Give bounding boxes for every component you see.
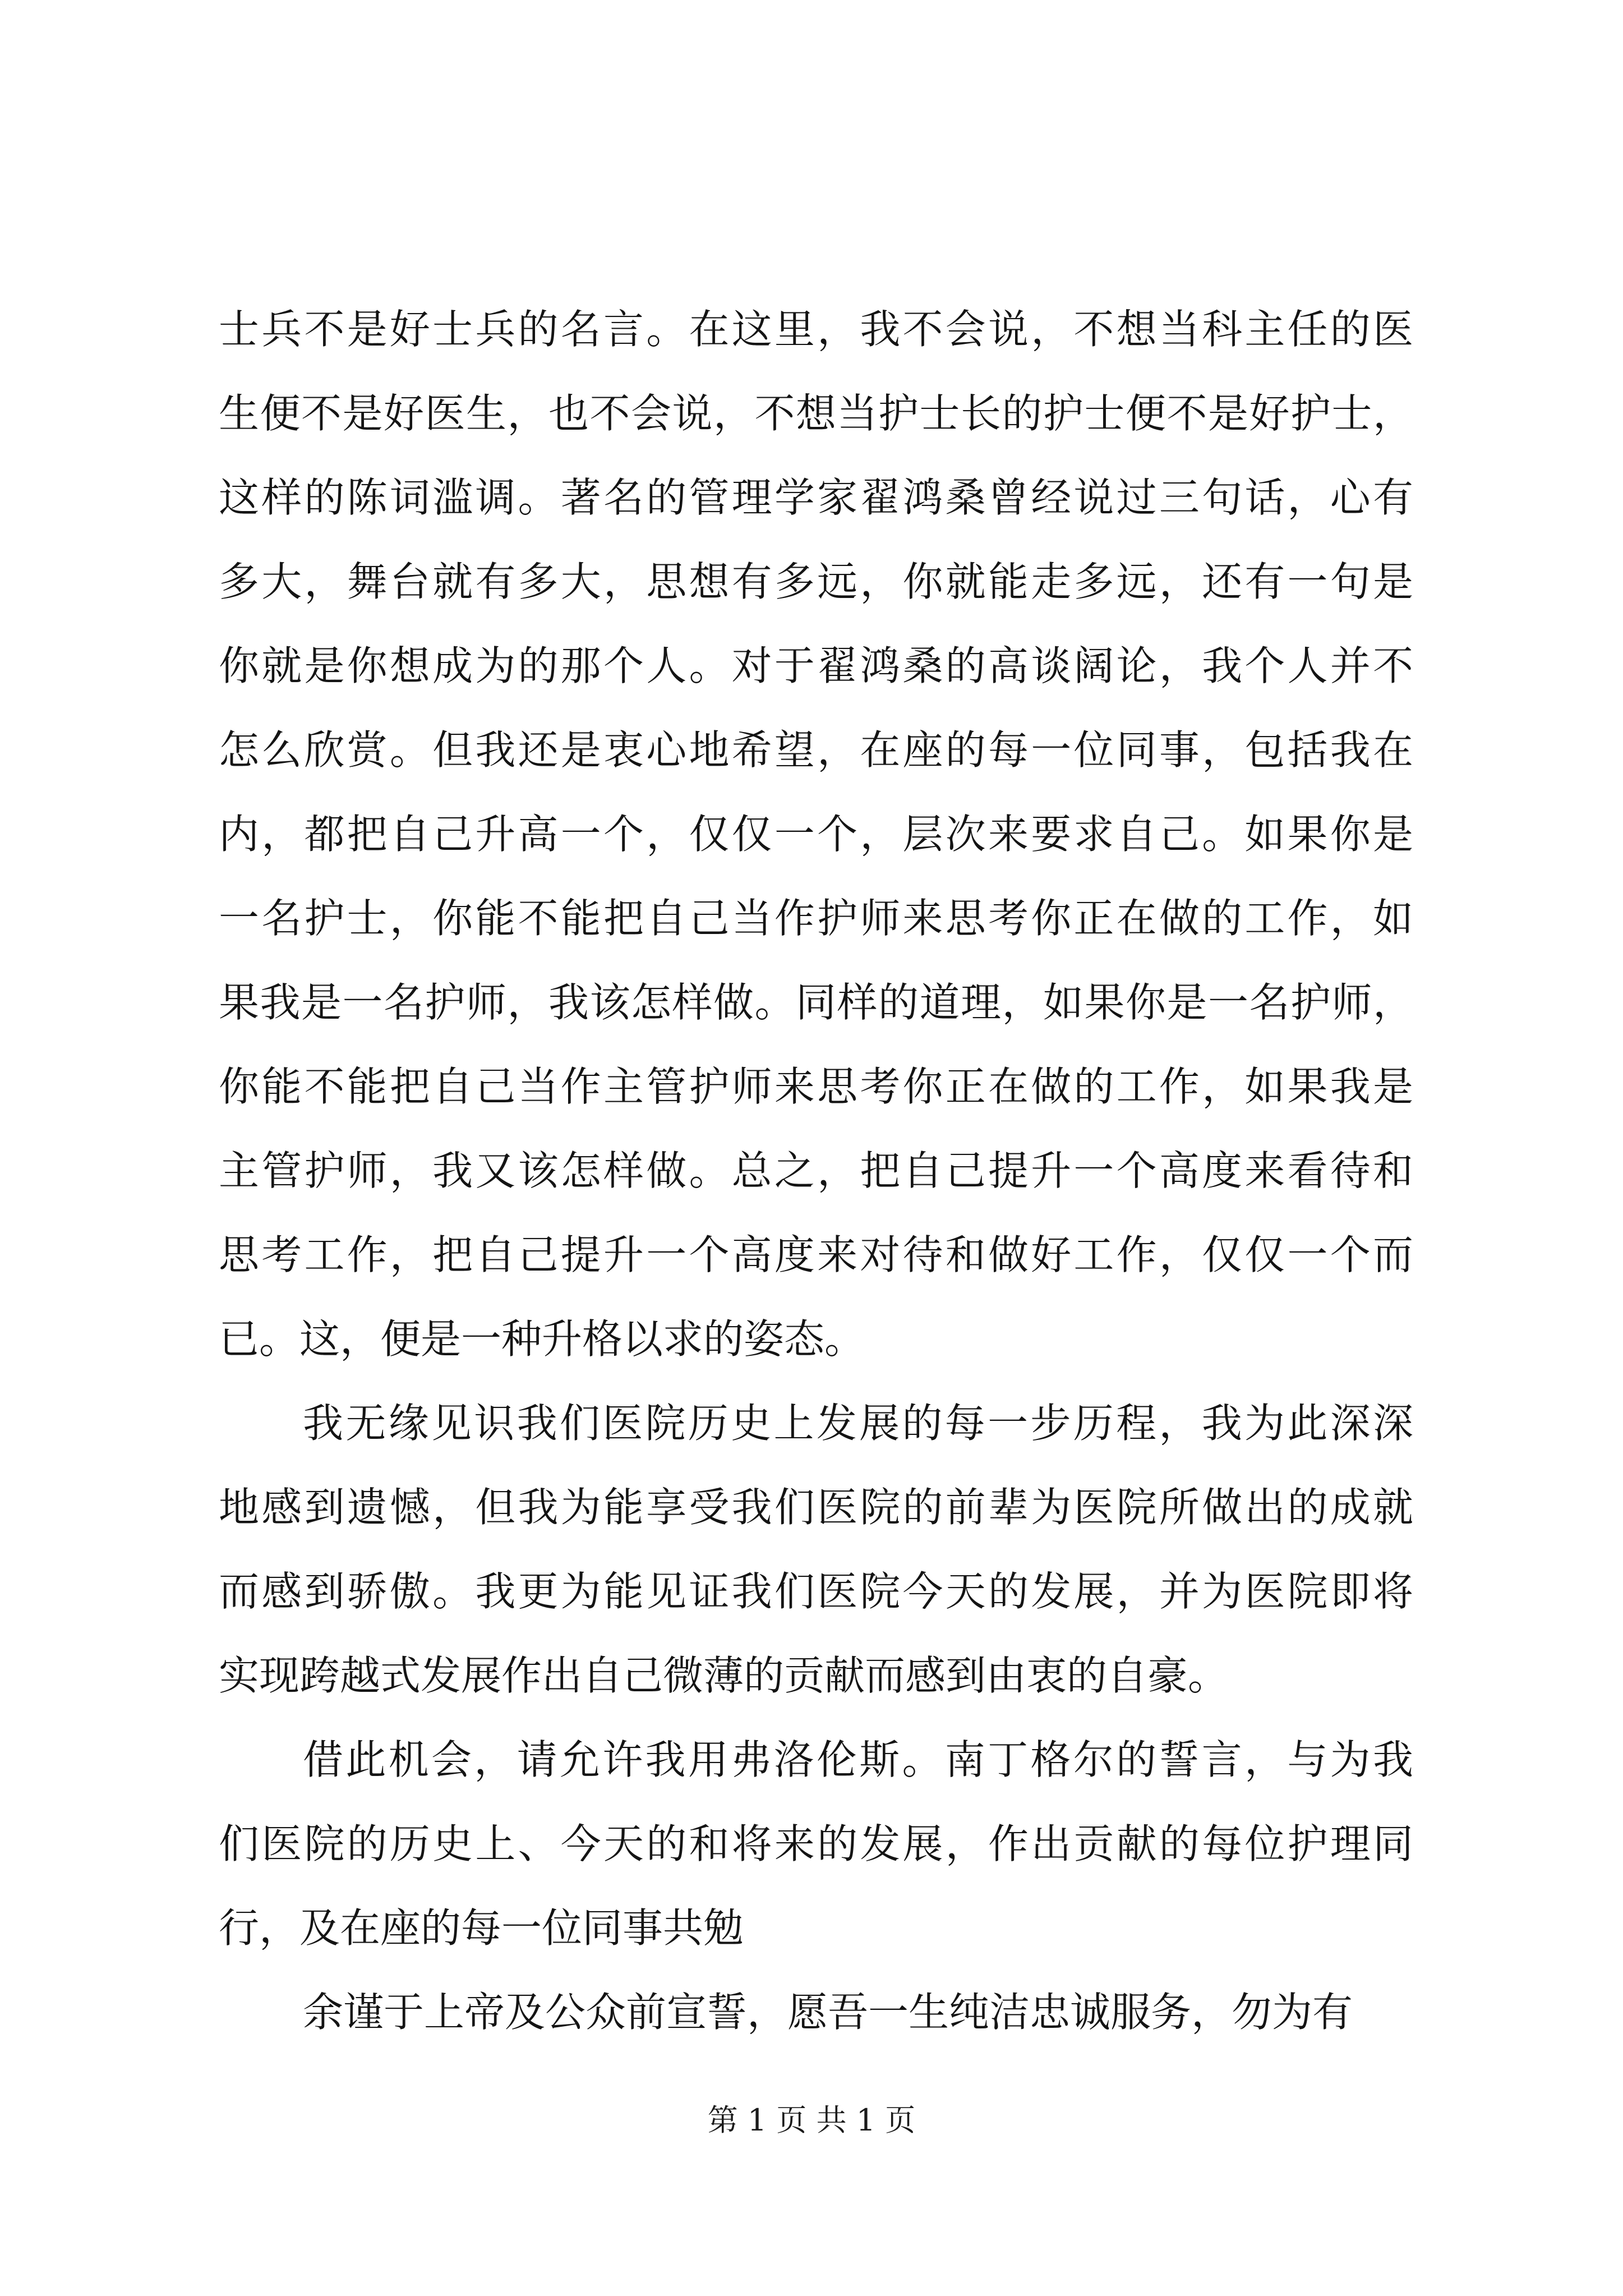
text-line: 内，都把自己升高一个，仅仅一个，层次来要求自己。如果你是 <box>219 811 1413 858</box>
text-line: 我无缘见识我们医院历史上发展的每一步历程，我为此深深 <box>303 1400 1413 1447</box>
text-line: 生便不是好医生，也不会说，不想当护士长的护士便不是好护士， <box>219 390 1413 437</box>
text-line: 实现跨越式发展作出自己微薄的贡献而感到由衷的自豪。 <box>219 1652 1229 1699</box>
text-line: 士兵不是好士兵的名言。在这里，我不会说，不想当科主任的医 <box>219 306 1413 353</box>
text-line: 余谨于上帝及公众前宣誓，愿吾一生纯洁忠诚服务，勿为有 <box>303 1989 1353 2036</box>
text-line: 你就是你想成为的那个人。对于翟鸿桑的高谈阔论，我个人并不 <box>219 642 1413 689</box>
text-line: 行，及在座的每一位同事共勉 <box>219 1904 744 1952</box>
text-line: 果我是一名护师，我该怎样做。同样的道理，如果你是一名护师， <box>219 979 1413 1026</box>
text-line: 借此机会，请允许我用弗洛伦斯。南丁格尔的誓言，与为我 <box>303 1736 1413 1783</box>
text-line: 已。这，便是一种升格以求的姿态。 <box>219 1315 865 1363</box>
text-line: 主管护师，我又该怎样做。总之，把自己提升一个高度来看待和 <box>219 1147 1413 1194</box>
text-line: 思考工作，把自己提升一个高度来对待和做好工作，仅仅一个而 <box>219 1231 1413 1278</box>
text-line: 一名护士，你能不能把自己当作护师来思考你正在做的工作，如 <box>219 895 1413 942</box>
text-line: 们医院的历史上、今天的和将来的发展，作出贡献的每位护理同 <box>219 1820 1413 1867</box>
text-line: 而感到骄傲。我更为能见证我们医院今天的发展，并为医院即将 <box>219 1568 1413 1615</box>
text-line: 怎么欣赏。但我还是衷心地希望，在座的每一位同事，包括我在 <box>219 726 1413 774</box>
document-body <box>219 287 1413 2054</box>
text-line: 多大，舞台就有多大，思想有多远，你就能走多远，还有一句是 <box>219 558 1413 605</box>
text-line: 这样的陈词滥调。著名的管理学家翟鸿桑曾经说过三句话，心有 <box>219 474 1413 521</box>
text-line: 你能不能把自己当作主管护师来思考你正在做的工作，如果我是 <box>219 1063 1413 1110</box>
page-footer: 第 1 页 共 1 页 <box>707 2102 916 2138</box>
text-line: 地感到遗憾，但我为能享受我们医院的前辈为医院所做出的成就 <box>219 1484 1413 1531</box>
